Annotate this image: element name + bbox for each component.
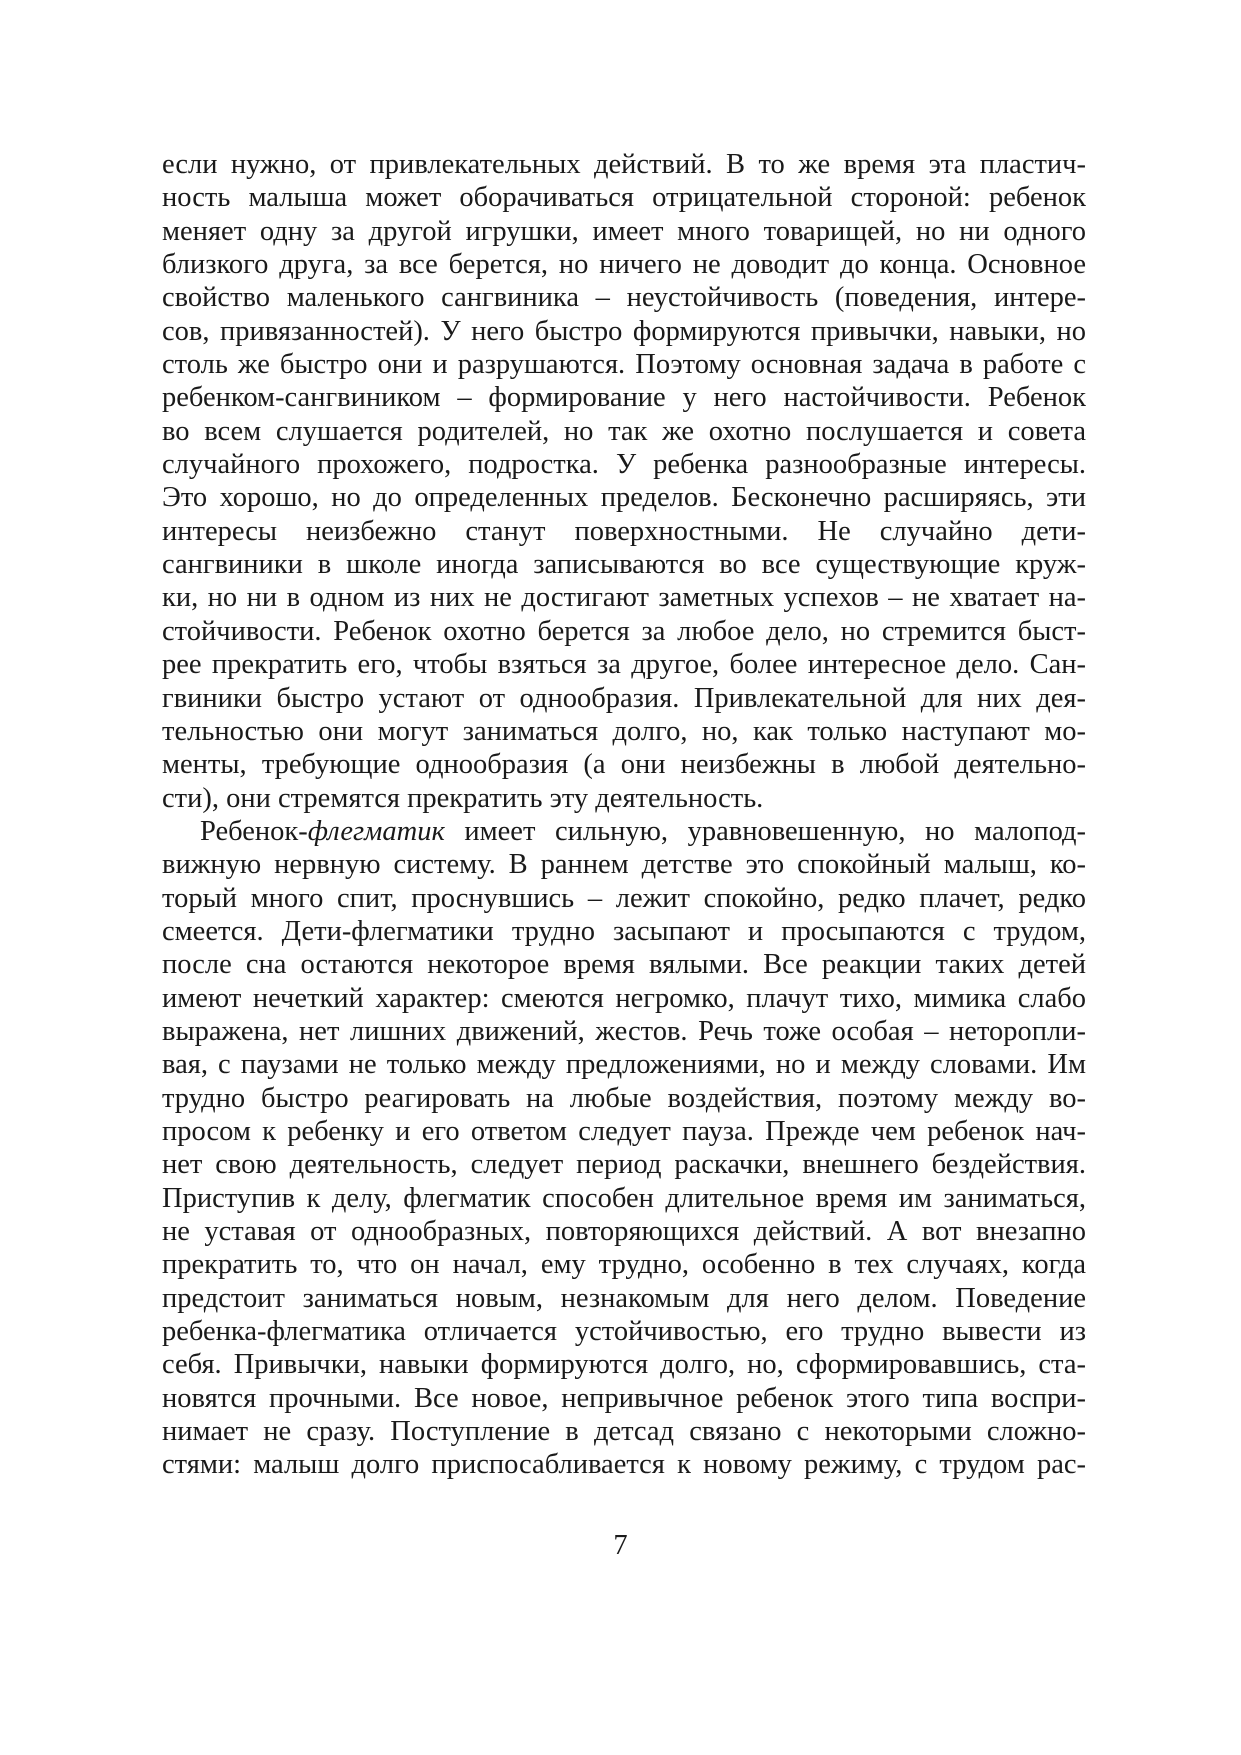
text-line: ки, но ни в одном из них не достигают заметных успехов – не хватает на-: [162, 582, 1086, 614]
text-line: трудно быстро реагировать на любые воздействия, поэтому между во-: [162, 1082, 1086, 1114]
text-line: не уставая от однообразных, повторяющихся действий. А вот внезапно: [162, 1216, 1086, 1247]
text-line: ность малыша может оборачиваться отрицательной стороной: ребенок: [162, 182, 1086, 214]
text-line: Приступив к делу, флегматик способен длительное время им заниматься,: [162, 1182, 1086, 1214]
text-line: имеют нечеткий характер: смеются негромко, плачут тихо, мимика слабо: [162, 982, 1086, 1014]
paragraph-phlegmatic: [162, 815, 1086, 1482]
text-line: сангвиники в школе иногда записываются во все существующие круж-: [162, 549, 1086, 581]
text-line: нимает не сразу. Поступление в детсад связано с некоторыми сложно-: [162, 1416, 1086, 1448]
text-line: нет свою деятельность, следует период раскачки, внешнего бездействия.: [162, 1149, 1086, 1181]
first-line-suffix: имеет сильную, уравновешенную, но малопод-: [444, 815, 1086, 847]
text-line: свойство маленького сангвиника – неустойчивость (поведения, интере-: [162, 282, 1086, 314]
text-line: новятся прочными. Все новое, непривычное ребенок этого типа воспри-: [162, 1382, 1086, 1414]
text-line: стями: малыш долго приспосабливается к новому режиму, с трудом рас-: [162, 1449, 1086, 1481]
text-line: Это хорошо, но до определенных пределов. Бесконечно расширяясь, эти: [162, 482, 1086, 514]
text-line: интересы неизбежно станут поверхностными. Не случайно дети-: [162, 515, 1086, 547]
text-line: близкого друга, за все берется, но ничего не доводит до конца. Основное: [162, 249, 1086, 281]
body-text: [162, 148, 1086, 1482]
text-line: выражена, нет лишних движений, жестов. Речь тоже особая – неторопли-: [162, 1015, 1086, 1047]
text-line: ребенком-сангвиником – формирование у него настойчивости. Ребенок: [162, 382, 1086, 414]
text-line: ребенка-флегматика отличается устойчивостью, его трудно вывести из: [162, 1316, 1086, 1348]
text-line: смеется. Дети-флегматики трудно засыпают и просыпаются с трудом,: [162, 915, 1086, 947]
paragraph-sanguine: [162, 148, 1086, 815]
text-line: стойчивости. Ребенок охотно берется за любое дело, но стремится быст-: [162, 615, 1086, 647]
italic-term: флегматик: [307, 815, 445, 847]
text-line: столь же быстро они и разрушаются. Поэтому основная задача в работе с: [162, 349, 1086, 381]
text-line: менты, требующие однообразия (а они неизбежны в любой деятельно-: [162, 749, 1086, 781]
page-number: 7: [613, 1530, 628, 1561]
first-line-prefix: Ребенок-: [200, 815, 308, 847]
text-line: тельностью они могут заниматься долго, но, как только наступают мо-: [162, 715, 1086, 747]
text-line: сти), они стремятся прекратить эту деятельность.: [162, 782, 764, 814]
text-line: гвиники быстро устают от однообразия. Привлекательной для них дея-: [162, 682, 1086, 714]
text-line: предстоит заниматься новым, незнакомым для него делом. Поведение: [162, 1282, 1086, 1314]
text-line: просом к ребенку и его ответом следует пауза. Прежде чем ребенок нач-: [162, 1115, 1086, 1147]
text-line: сов, привязанностей). У него быстро формируются привычки, навыки, но: [162, 315, 1086, 347]
paragraph-first-line: [162, 815, 1086, 848]
text-line: прекратить то, что он начал, ему трудно, особенно в тех случаях, когда: [162, 1249, 1086, 1281]
text-line: во всем слушается родителей, но так же охотно послушается и совета: [162, 415, 1086, 447]
text-line: вая, с паузами не только между предложениями, но и между словами. Им: [162, 1049, 1086, 1081]
text-line: торый много спит, проснувшись – лежит спокойно, редко плачет, редко: [162, 882, 1086, 914]
text-line: рее прекратить его, чтобы взяться за другое, более интересное дело. Сан-: [162, 649, 1086, 681]
text-line: меняет одну за другой игрушки, имеет много товарищей, но ни одного: [162, 215, 1086, 247]
text-line: себя. Привычки, навыки формируются долго, но, сформировавшись, ста-: [162, 1349, 1086, 1381]
text-line: случайного прохожего, подростка. У ребенка разнообразные интересы.: [162, 449, 1086, 481]
text-line: после сна остаются некоторое время вялыми. Все реакции таких детей: [162, 949, 1086, 981]
text-line: если нужно, от привлекательных действий. В то же время эта пластич-: [162, 149, 1086, 180]
text-line: вижную нервную систему. В раннем детстве это спокойный малыш, ко-: [162, 849, 1086, 881]
